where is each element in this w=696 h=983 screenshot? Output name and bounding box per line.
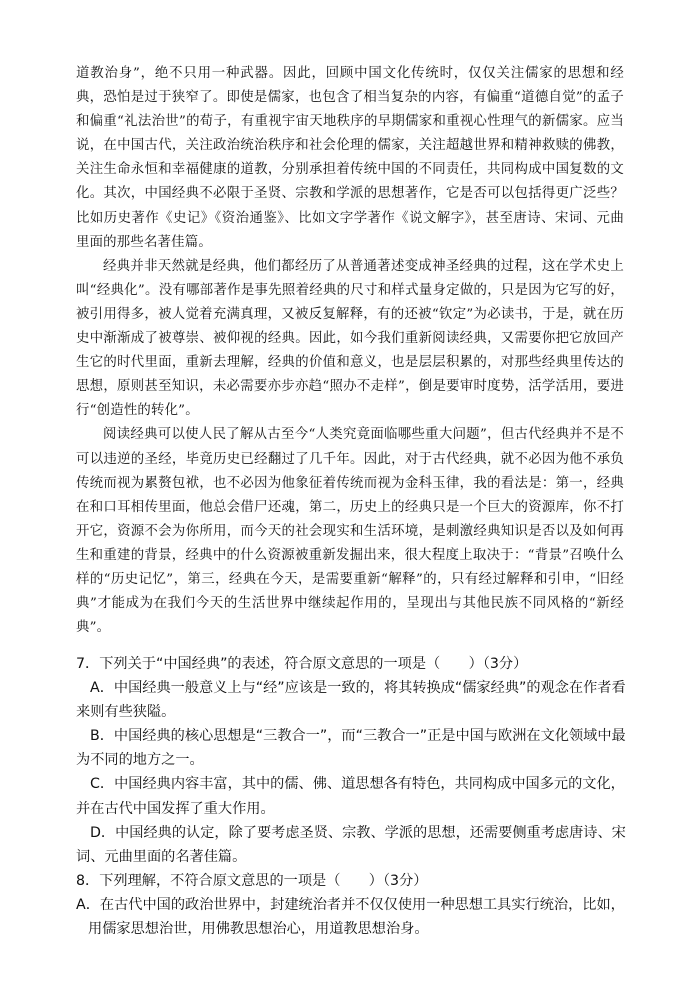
question-7-option-a: A．中国经典一般意义上与“经”应该是一致的，将其转换成“儒家经典”的观念在作者看来则有些狭隘。 bbox=[76, 680, 626, 721]
question-7-stem: 7．下列关于“中国经典”的表述，符合原文意思的一项是（ ）（3分） bbox=[76, 656, 528, 672]
passage-paragraph-2: 经典并非天然就是经典，他们都经历了从普通著述变成神圣经典的过程，这在学术史上叫“经典化”。没有哪部著作是事先照着经典的尺寸和样式量身定做的，只是因为它写的好，被引用得多，被人觉着充满真理，又被反复解释，有的还被“钦定”为必读书，于是，就在历史中渐渐成了被尊崇、被仰视的经典。因此，如今我们重新阅读经典，又需要你把它放回产生它的时代里面，重新去理解，经典的价值和意义，也是层层积累的，对那些经典里传达的思想，原则甚至知识，未必需要亦步亦趋“照办不走样”，倒是要审时度势，活学活用，要进行“创造性的转化”。 bbox=[76, 258, 624, 419]
question-7-option-b: B．中国经典的核心思想是“三教合一”，而“三教合一”正是中国与欧洲在文化领域中最为不同的地方之一。 bbox=[76, 728, 626, 769]
passage-paragraph-3: 阅读经典可以使人民了解从古至今“人类究竟面临哪些重大问题”，但古代经典并不是不可以违逆的圣经，毕竟历史已经翻过了几千年。因此，对于古代经典，就不必因为他不承负传统而视为累赘包袱，也不必因为他象征着传统而视为金科玉律，我的看法是：第一，经典在和口耳相传里面，他总会借尸还魂，第二，历史上的经典只是一个巨大的资源库，你不打开它，资源不会为你所用，而今天的社会现实和生活环境，是刺激经典知识是否以及如何再生和重建的背景，经典中的什么资源被重新发掘出来，很大程度上取决于：“背景”召唤什么样的“历史记忆”，第三，经典在今天，是需要重新“解释”的，只有经过解释和引申，“旧经典”才能成为在我们今天的生活世界中继续起作用的，呈现出与其他民族不同风格的“新经典”。 bbox=[76, 427, 624, 636]
question-8-option-a: A．在古代中国的政治世界中，封建统治者并不仅仅使用一种思想工具实行统治，比如，用儒家思想治世，用佛教思想治心，用道教思想治身。 bbox=[76, 896, 625, 938]
question-8-stem: 8．下列理解，不符合原文意思的一项是（ ）（3分） bbox=[76, 872, 428, 889]
question-7-option-c: C．中国经典内容丰富，其中的儒、佛、道思想各有特色，共同构成中国多元的文化，并在古代中国发挥了重大作用。 bbox=[76, 776, 625, 817]
question-section bbox=[76, 652, 632, 941]
passage-paragraph-1: 道教治身”，绝不只用一种武器。因此，回顾中国文化传统时，仅仅关注儒家的思想和经典，恐怕是过于狭窄了。即使是儒家，也包含了相当复杂的内容，有偏重“道德自觉”的孟子和偏重“礼法治世”的荀子，有重视宇宙天地秩序的早期儒家和重视心性理气的新儒家。应当说，在中国古代，关注政治统治秩序和社会伦理的儒家，关注超越世界和精神救赎的佛教，关注生命永恒和幸福健康的道教，分别承担着传统中国的不同责任，共同构成中国复数的文化。其次，中国经典不必限于圣贤、宗教和学派的思想著作，它是否可以包括得更广泛些？比如历史著作《史记》《资治通鉴》、比如文字学著作《说文解字》，甚至唐诗、宋词、元曲里面的那些名著佳篇。 bbox=[76, 66, 624, 250]
question-7-option-d: D．中国经典的认定，除了要考虑圣贤、宗教、学派的思想，还需要侧重考虑唐诗、宋词、元曲里面的名著佳篇。 bbox=[76, 824, 626, 865]
reading-passage bbox=[76, 62, 624, 640]
